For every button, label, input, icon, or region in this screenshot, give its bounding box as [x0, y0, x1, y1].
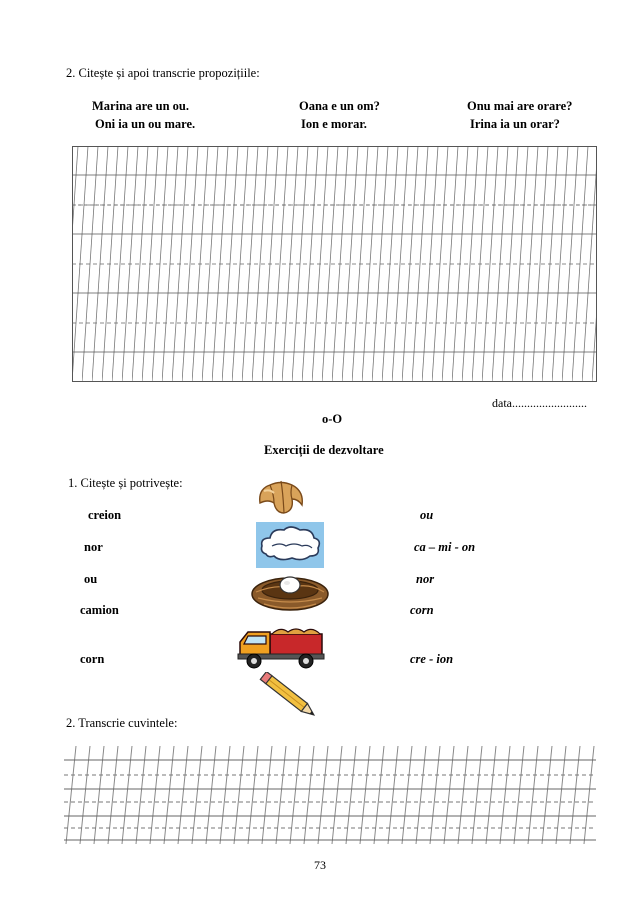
left-word-corn[interactable]: corn: [80, 652, 105, 666]
subtitle: Exerciții de dezvoltare: [264, 443, 384, 457]
right-word-nor[interactable]: nor: [416, 572, 435, 586]
left-word-camion[interactable]: camion: [80, 603, 119, 617]
right-word-creion[interactable]: cre - ion: [410, 652, 454, 666]
nest-egg-icon: [246, 570, 330, 612]
sentence-5: Onu mai are orare?: [467, 99, 573, 113]
sentence-2: Oni ia un ou mare.: [95, 117, 196, 131]
pencil-icon: [256, 672, 326, 722]
sentence-4: Ion e morar.: [301, 117, 367, 131]
exercise2-heading: 2. Transcrie cuvintele:: [66, 716, 178, 730]
cloud-icon: [256, 522, 324, 568]
date-field[interactable]: data.........................: [492, 396, 587, 410]
exercise1-heading: 1. Citește și potrivește:: [68, 476, 183, 490]
letter-title: o-O: [322, 412, 343, 426]
left-word-ou[interactable]: ou: [84, 572, 98, 586]
right-word-camion[interactable]: ca – mi - on: [414, 540, 476, 554]
right-word-ou[interactable]: ou: [420, 508, 434, 522]
left-word-creion[interactable]: creion: [88, 508, 122, 522]
left-word-nor[interactable]: nor: [84, 540, 103, 554]
page-number: 73: [314, 858, 326, 872]
truck-icon: [236, 624, 326, 670]
sentence-3: Oana e un om?: [299, 99, 380, 113]
writing-grid-2[interactable]: [64, 746, 596, 844]
writing-grid-1[interactable]: [72, 146, 597, 382]
section2-heading: 2. Citește și apoi transcrie propozițiile:: [66, 66, 260, 80]
croissant-icon: [256, 477, 306, 515]
right-word-corn[interactable]: corn: [410, 603, 434, 617]
sentence-1: Marina are un ou.: [92, 99, 189, 113]
sentence-6: Irina ia un orar?: [470, 117, 560, 131]
